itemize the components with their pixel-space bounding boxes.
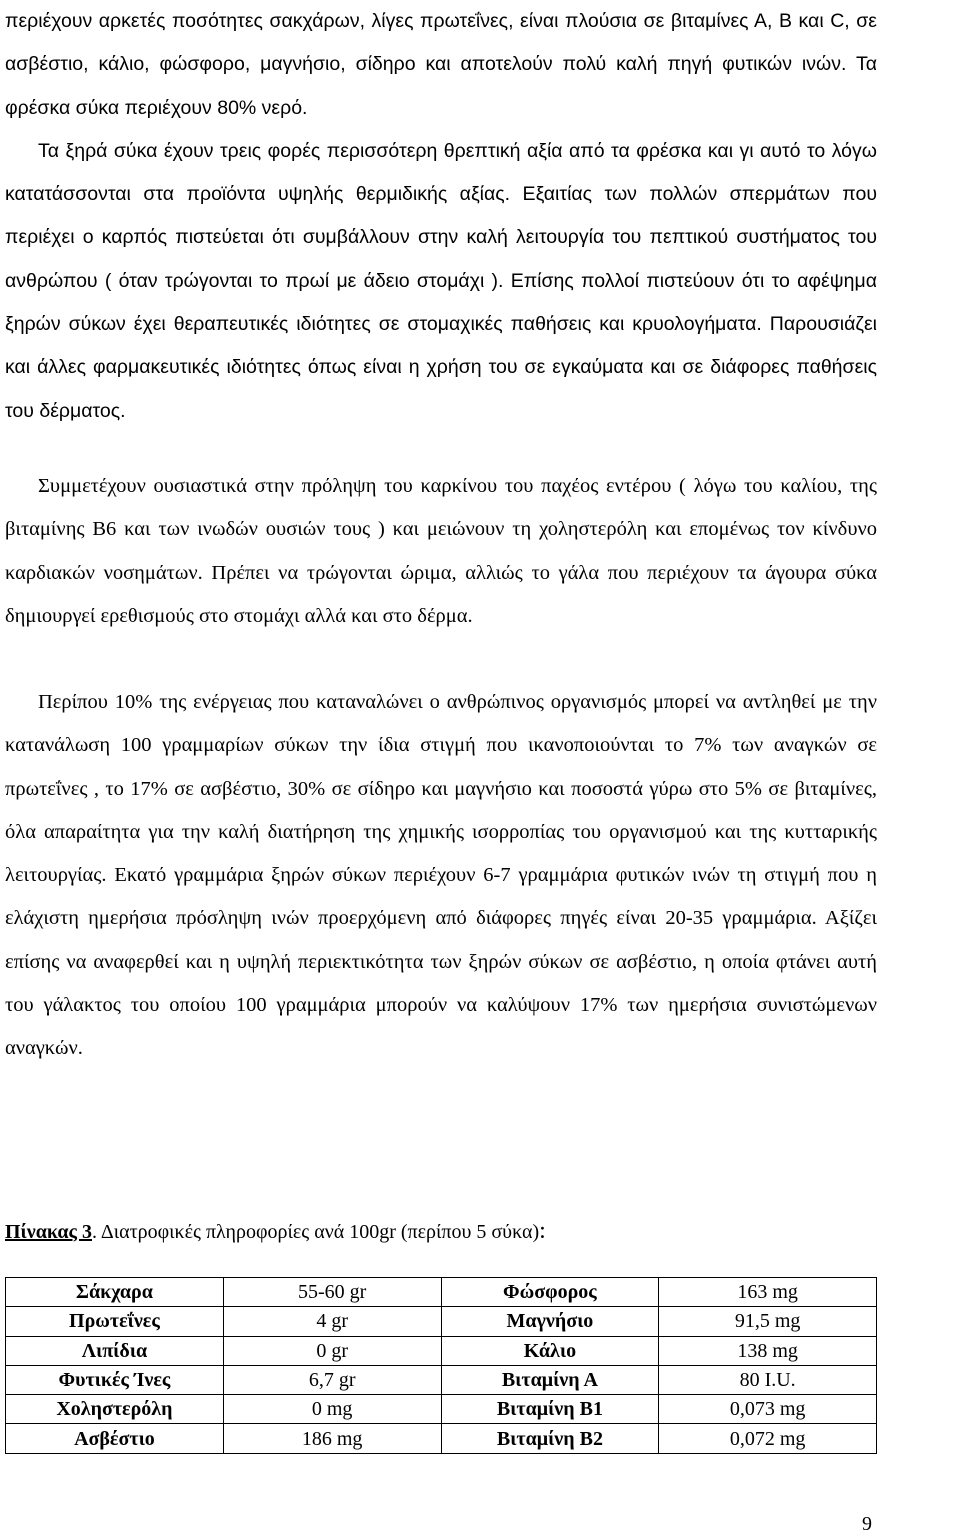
nutrient-name: Βιταμίνη Α	[441, 1365, 659, 1394]
table-row	[6, 1307, 877, 1336]
nutrient-value: 91,5 mg	[659, 1307, 877, 1336]
nutrient-value: 4 gr	[223, 1307, 441, 1336]
nutrient-name: Πρωτεΐνες	[6, 1307, 224, 1336]
nutrient-name: Μαγνήσιο	[441, 1307, 659, 1336]
nutrient-name: Ασβέστιο	[6, 1424, 224, 1453]
table-row	[6, 1424, 877, 1453]
nutrient-value: 6,7 gr	[223, 1365, 441, 1394]
nutrient-value: 80 I.U.	[659, 1365, 877, 1394]
nutrient-name: Σάκχαρα	[6, 1278, 224, 1307]
nutrient-name: Βιταμίνη Β1	[441, 1395, 659, 1424]
paragraph-1-text: περιέχουν αρκετές ποσότητες σακχάρων, λίγες πρωτεΐνες, είναι πλούσια σε βιταμίνες Α, Β και C, σε ασβέστιο, κάλιο, φώσφορο, μαγνήσιο, σίδηρο και αποτελούν πολύ καλή πηγή φυτικών ινών. Τα φρέσκα σύκα περιέχουν 80% νερό.	[5, 10, 877, 119]
table-row	[6, 1365, 877, 1394]
nutrient-name: Βιταμίνη Β2	[441, 1424, 659, 1453]
nutrient-value: 186 mg	[223, 1424, 441, 1453]
nutrient-value: 0 gr	[223, 1336, 441, 1365]
nutrient-name: Χοληστερόλη	[6, 1395, 224, 1424]
paragraph-2: Συμμετέχουν ουσιαστικά στην πρόληψη του καρκίνου του παχέος εντέρου ( λόγω του καλίου, της βιταμίνης Β6 και των ινωδών ουσιών τους ) και μειώνουν τη χοληστερόλη και επομένως τον κίνδυνο καρδιακών νοσημάτων. Πρέπει να τρώγονται ώριμα, αλλιώς το γάλα που περιέχουν τα άγουρα σύκα δημιουργεί ερεθισμούς στο στομάχι αλλά και στο δέρμα.	[5, 475, 877, 627]
nutrient-name: Φώσφορος	[441, 1278, 659, 1307]
nutrient-name: Κάλιο	[441, 1336, 659, 1365]
paragraph-3: Περίπου 10% της ενέργειας που καταναλώνει ο ανθρώπινος οργανισμός μπορεί να αντληθεί με την κατανάλωση 100 γραμμαρίων σύκων την ίδια στιγμή που ικανοποιούνται το 7% των αναγκών σε πρωτεΐνες , το 17% σε ασβέστιο, 30% σε σίδηρο και μαγνήσιο και ποσοστά γύρω στο 5% σε βιταμίνες, όλα απαραίτητα για την καλή διατήρηση της χημικής ισορροπίας του οργανισμού και της κυτταρικής λειτουργίας. Εκατό γραμμάρια ξηρών σύκων περιέχουν 6-7 γραμμάρια φυτικών ινών τη στιγμή που η ελάχιστη ημερήσια πρόσληψη ινών προερχόμενη από διάφορες πηγές είναι 20-35 γραμμάρια. Αξίζει επίσης να αναφερθεί και η υψηλή περιεκτικότητα των ξηρών σύκων σε ασβέστιο, η οποία φτάνει αυτή του γάλακτος του οποίου 100 γραμμάρια μπορούν να καλύψουν 17% των ημερήσια συνιστώμενων αναγκών.	[5, 691, 877, 1060]
table-caption-text: . Διατροφικές πληροφορίες ανά 100gr (περίπου 5 σύκα)	[91, 1221, 540, 1243]
nutrition-table	[5, 1277, 877, 1454]
nutrient-name: Φυτικές Ίνες	[6, 1365, 224, 1394]
nutrient-value: 163 mg	[659, 1278, 877, 1307]
paragraph-1	[5, 0, 877, 433]
paragraph-1b-text: Τα ξηρά σύκα έχουν τρεις φορές περισσότερη θρεπτική αξία από τα φρέσκα και γι αυτό το λόγω κατατάσσονται στα προϊόντα υψηλής θερμιδικής αξίας. Εξαιτίας των πολλών σπερμάτων που περιέχει ο καρπός πιστεύεται ότι συμβάλλουν στην καλή λειτουργία του πεπτικού συστήματος του ανθρώπου ( όταν τρώγονται το πρωί με άδειο στομάχι ). Επίσης πολλοί πιστεύουν ότι το αφέψημα ξηρών σύκων έχει θεραπευτικές ιδιότητες σε στομαχικές παθήσεις και κρυολογήματα. Παρουσιάζει και άλλες φαρμακευτικές ιδιότητες όπως είναι η χρήση του σε εγκαύματα και σε διάφορες παθήσεις του δέρματος.	[5, 139, 877, 422]
nutrient-name: Λιπίδια	[6, 1336, 224, 1365]
table-row	[6, 1395, 877, 1424]
table-caption-colon: :	[539, 1218, 546, 1244]
table-caption	[5, 1218, 546, 1245]
table-caption-label: Πίνακας 3	[5, 1221, 92, 1243]
table-row	[6, 1336, 877, 1365]
nutrient-value: 55-60 gr	[223, 1278, 441, 1307]
page-number: 9	[862, 1513, 872, 1535]
table-row	[6, 1278, 877, 1307]
nutrient-value: 0,072 mg	[659, 1424, 877, 1453]
nutrient-value: 0,073 mg	[659, 1395, 877, 1424]
nutrient-value: 0 mg	[223, 1395, 441, 1424]
nutrient-value: 138 mg	[659, 1336, 877, 1365]
